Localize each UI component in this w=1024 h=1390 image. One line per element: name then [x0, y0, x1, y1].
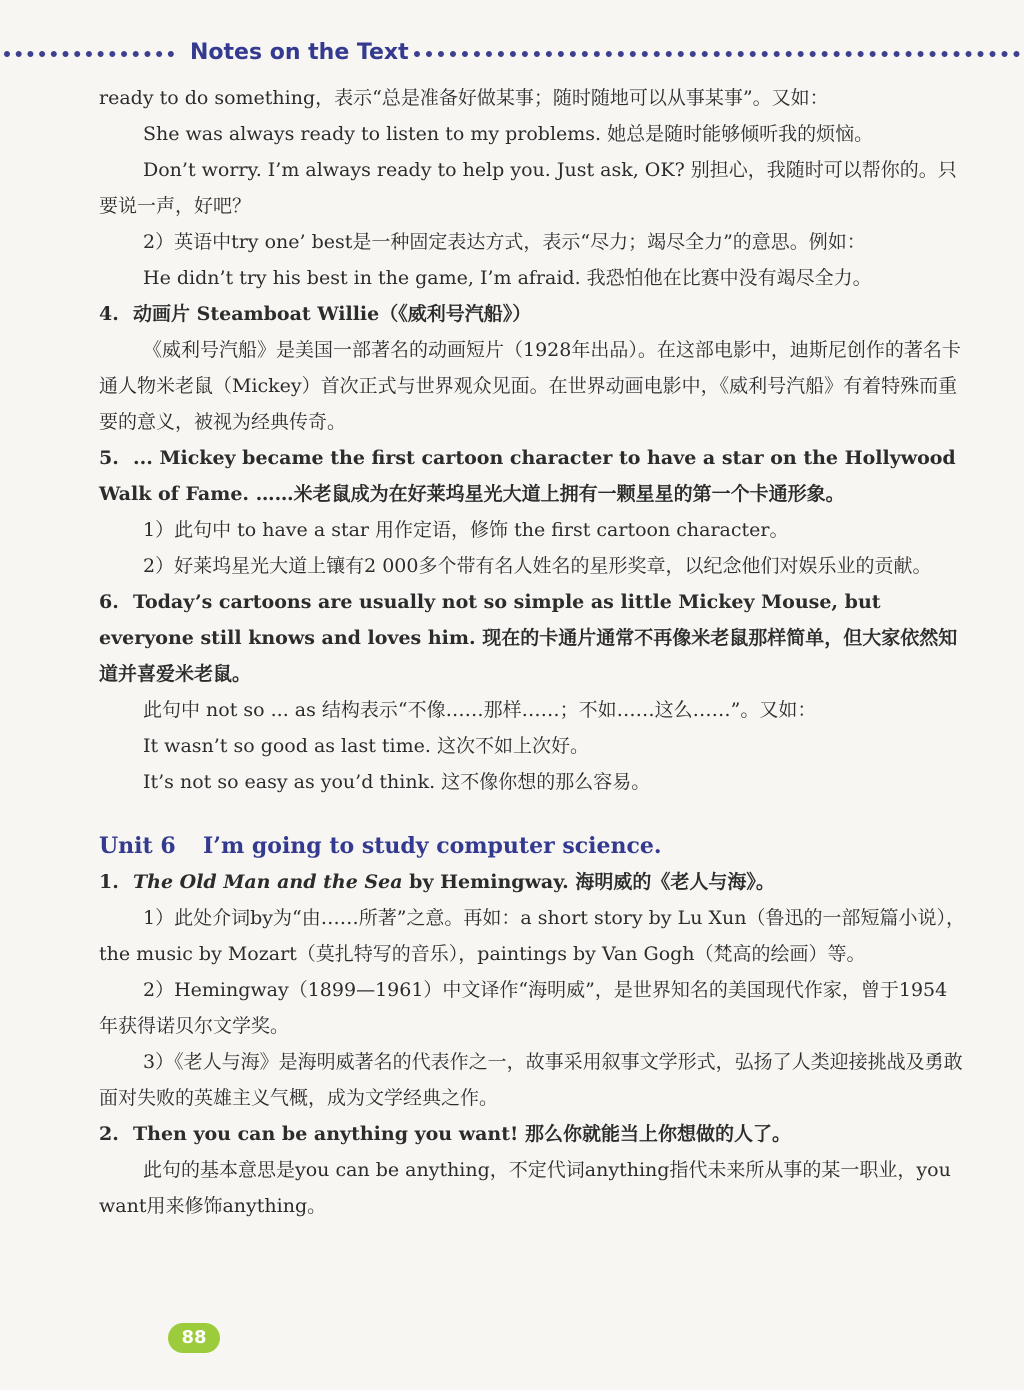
note-heading-5 — [99, 440, 965, 512]
section-header — [0, 38, 1024, 68]
note-paragraph: 此句中 not so ... as 结构表示“不像……那样……；不如……这么……”。又如： — [143, 699, 817, 721]
unit-heading — [99, 828, 965, 864]
header-title: Notes on the Text — [190, 40, 409, 65]
unit-note-heading-1 — [99, 864, 965, 900]
note-heading-text: Then you can be anything you want! 那么你就能当上你想做的人了。 — [133, 1123, 791, 1145]
note-subpoint: 1）此处介词by为“由……所著”之意。再如：a short story by Lu Xun（鲁迅的一部短篇小说），the music by Mozart（莫扎特写的音乐），paintings by Van Gogh（梵高的绘画）等。 — [99, 907, 965, 965]
notes-body — [99, 80, 965, 1224]
unit-note-heading-2 — [99, 1116, 965, 1152]
note-heading-text: ... Mickey became the first cartoon character to have a star on the Hollywood Walk of Fame. ……米老鼠成为在好莱坞星光大道上拥有一颗星星的第一个卡通形象。 — [99, 447, 956, 505]
note-subpoint: 2）好莱坞星光大道上镶有2 000多个带有名人姓名的星形奖章，以纪念他们对娱乐业的贡献。 — [143, 555, 932, 577]
note-number: 5. — [99, 447, 119, 469]
note-paragraph: 《威利号汽船》是美国一部著名的动画短片（1928年出品）。在这部电影中，迪斯尼创作的著名卡通人物米老鼠（Mickey）首次正式与世界观众见面。在世界动画电影中，《威利号汽船》有着特殊而重要的意义，被视为经典传奇。 — [99, 339, 961, 433]
note-subpoint: 3）《老人与海》是海明威著名的代表作之一，故事采用叙事文学形式，弘扬了人类迎接挑战及勇敢面对失败的英雄主义气概，成为文学经典之作。 — [99, 1051, 963, 1109]
example-sentence: He didn’t try his best in the game, I’m afraid. 我恐怕他在比赛中没有竭尽全力。 — [143, 267, 872, 289]
note-heading-4 — [99, 296, 965, 332]
note-number: 2. — [99, 1123, 119, 1145]
continued-line: ready to do something，表示“总是准备好做某事；随时随地可以从事某事”。又如： — [99, 87, 829, 109]
note-heading-text: Today’s cartoons are usually not so simple as little Mickey Mouse, but everyone still knows and loves him. 现在的卡通片通常不再像米老鼠那样简单，但大家依然知道并喜爱米老鼠。 — [99, 591, 958, 685]
page-number-badge: 88 — [168, 1323, 220, 1353]
unit-title: I’m going to study computer science. — [203, 833, 662, 859]
example-sentence: It wasn’t so good as last time. 这次不如上次好。 — [143, 735, 589, 757]
example-sentence: She was always ready to listen to my problems. 她总是随时能够倾听我的烦恼。 — [143, 123, 874, 145]
note-heading-text: 动画片 Steamboat Willie（《威利号汽船》） — [133, 303, 532, 325]
example-sentence: Don’t worry. I’m always ready to help you. Just ask, OK? 别担心，我随时可以帮你的。只要说一声，好吧？ — [99, 159, 957, 217]
note-subpoint: 1）此句中 to have a star 用作定语，修饰 the first cartoon character。 — [143, 519, 789, 541]
note-number: 1. — [99, 871, 119, 893]
header-dotted-rule-right — [414, 51, 1020, 57]
header-dotted-rule-left — [4, 51, 174, 57]
note-subpoint: 2）英语中try one’ best是一种固定表达方式，表示“尽力；竭尽全力”的意思。例如： — [143, 231, 866, 253]
note-number: 6. — [99, 591, 119, 613]
example-sentence: It’s not so easy as you’d think. 这不像你想的那么容易。 — [143, 771, 651, 793]
note-heading-6 — [99, 584, 965, 692]
unit-label: Unit 6 — [99, 833, 176, 859]
book-title: The Old Man and the Sea — [133, 871, 403, 893]
note-heading-text: by Hemingway. 海明威的《老人与海》。 — [402, 871, 775, 893]
note-subpoint: 2）Hemingway（1899—1961）中文译作“海明威”，是世界知名的美国现代作家，曾于1954年获得诺贝尔文学奖。 — [99, 979, 948, 1037]
note-number: 4. — [99, 303, 119, 325]
note-paragraph: 此句的基本意思是you can be anything，不定代词anything指代未来所从事的某一职业，you want用来修饰anything。 — [99, 1159, 951, 1217]
